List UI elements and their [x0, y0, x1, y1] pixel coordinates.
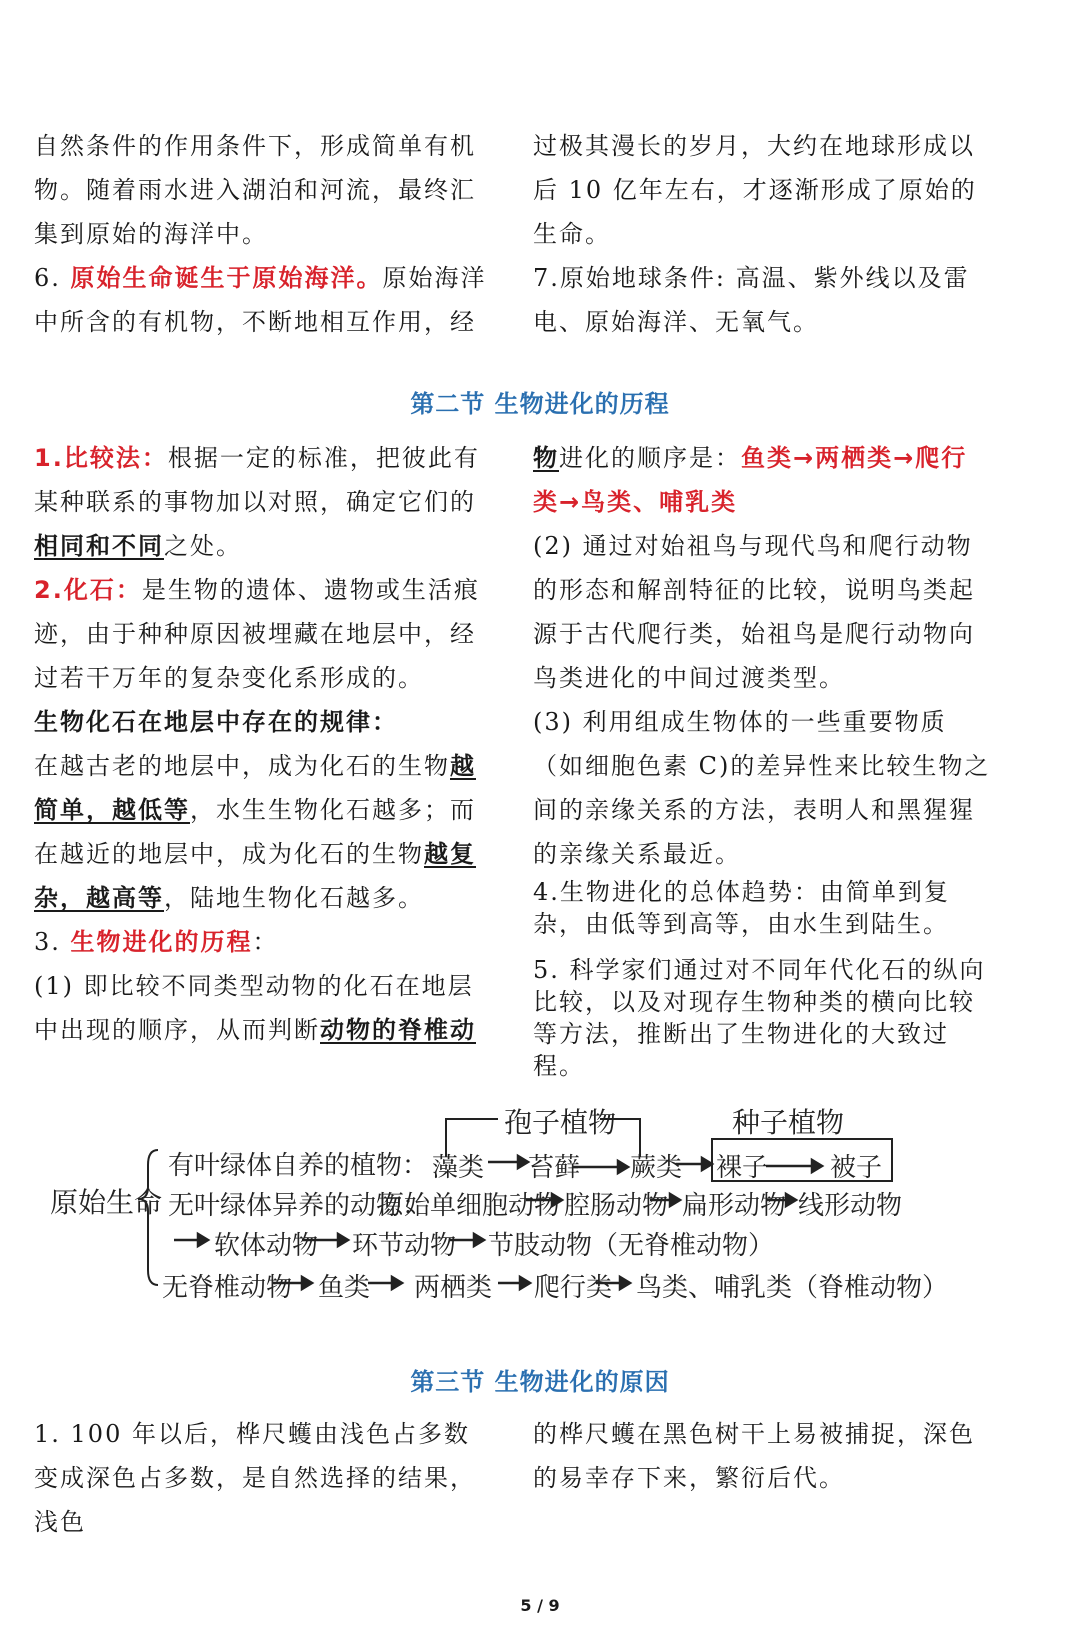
section-heading-3: 第三节 生物进化的原因	[410, 1368, 670, 1396]
arrowhead	[198, 1234, 208, 1246]
node-mollusk: 软体动物	[214, 1231, 319, 1261]
evolution-tree-diagram	[40, 1095, 1040, 1335]
node-fish: 鱼类	[318, 1273, 371, 1303]
fossil-rule	[34, 744, 489, 920]
arrowhead	[702, 1158, 712, 1170]
arrowhead	[620, 1277, 630, 1289]
node-reptile: 爬行类	[534, 1273, 613, 1303]
section2-right-column	[533, 436, 993, 1082]
node-bird-mammal: 鸟类、哺乳类（脊椎动物）	[636, 1273, 949, 1303]
fossil-definition	[34, 568, 489, 700]
node-moss: 苔藓	[528, 1153, 581, 1183]
root-label: 原始生命	[50, 1186, 163, 1219]
punctuation: ：	[252, 928, 279, 956]
paragraph-text: 根据一定的标准，把彼此有某种联系的事物加以对照，确定它们的	[34, 444, 480, 516]
top-left-column	[34, 124, 489, 344]
underlined-text: 动物的脊椎动	[320, 1015, 476, 1044]
highlight-text: 生物进化的历程	[70, 928, 253, 956]
arrowhead	[520, 1277, 530, 1289]
rule-heading: 生物化石在地层中存在的规律：	[34, 708, 398, 736]
node-protozoa: 原始单细胞动物	[378, 1191, 561, 1221]
paragraph-text: ，水生生物化石越多；而在越近的地层中，成为化石的生物	[34, 796, 476, 868]
node-invertebrate: 无脊椎动物	[162, 1273, 293, 1303]
arrowhead	[474, 1234, 484, 1246]
plant-branch-label: 有叶绿体自养的植物：	[168, 1151, 429, 1181]
paragraph-text: 原始海洋中所含的有机物，不断地相互作用，经	[34, 264, 487, 336]
section-heading-2: 第二节 生物进化的历程	[410, 390, 670, 418]
arrowhead	[392, 1277, 402, 1289]
arrowhead	[786, 1194, 796, 1206]
section3-right-column	[533, 1412, 993, 1500]
highlight-text: 原始生命诞生于原始海洋。	[70, 264, 383, 292]
underlined-text: 越复杂，越高等	[34, 839, 476, 912]
point-3: (3) 利用组成生物体的一些重要物质（如细胞色素 C)的差异性来比较生物之间的亲缘关系的方法，表明人和黑猩猩的亲缘关系最近。	[533, 708, 991, 868]
point-4: 4.生物进化的总体趋势：由简单到复杂，由低等到高等，由水生到陆生。	[533, 878, 950, 938]
paragraph-text: 之处。	[164, 532, 242, 560]
node-algae: 藻类	[432, 1153, 485, 1183]
node-fern: 蕨类	[630, 1153, 683, 1183]
point-1	[34, 964, 489, 1052]
arrowhead	[518, 1156, 528, 1168]
paragraph: 1. 100 年以后，桦尺蠖由浅色占多数变成深色占多数，是自然选择的结果，浅色	[34, 1420, 476, 1536]
evolution-course-heading	[34, 920, 489, 964]
paragraph: 过极其漫长的岁月，大约在地球形成以后 10 亿年左右，才逐渐形成了原始的生命。	[533, 132, 977, 248]
term-label: 1.比较法：	[34, 444, 168, 472]
node-cnidaria: 腔肠动物	[564, 1191, 669, 1221]
node-roundworm: 线形动物	[798, 1191, 903, 1221]
arrowhead	[338, 1234, 348, 1246]
arrowhead	[812, 1160, 822, 1172]
point-2: (2) 通过对始祖鸟与现代鸟和爬行动物的形态和解剖特征的比较，说明鸟类起源于古代爬行类，始祖鸟是爬行动物向鸟类进化的中间过渡类型。	[533, 532, 975, 692]
paragraph-text: 进化的顺序是：	[559, 444, 741, 472]
paragraph: 自然条件的作用条件下，形成简单有机物。随着雨水进入湖泊和河流，最终汇集到原始的海洋中。	[34, 132, 476, 248]
term-label: 2.化石：	[34, 576, 142, 604]
paragraph-7: 7.原始地球条件: 高温、紫外线以及雷电、原始海洋、无氧气。	[533, 264, 970, 336]
comparison-method	[34, 436, 489, 568]
top-right-column	[533, 124, 993, 344]
underlined-text: 相同和不同	[34, 531, 164, 560]
item-number: 3.	[34, 928, 61, 956]
page-number: 5 / 9	[520, 1596, 560, 1615]
node-annelid: 环节动物	[352, 1231, 457, 1261]
paragraph-text: (1) 即比较不同类型动物的化石在地层中出现的顺序，从而判断	[34, 972, 474, 1044]
underlined-text: 物	[533, 443, 559, 472]
section2-left-column	[34, 436, 489, 1052]
highlight-text: 鱼类→两栖类→爬行类→鸟类、哺乳类	[533, 444, 968, 516]
section3-left-column	[34, 1412, 489, 1544]
animal-branch-label: 无叶绿体异养的动物：	[168, 1191, 429, 1221]
node-amphibian: 两栖类	[414, 1273, 493, 1303]
seed-plants-label: 种子植物	[732, 1106, 845, 1139]
node-arthropod: 节肢动物（无脊椎动物）	[488, 1231, 775, 1261]
arrowhead	[670, 1194, 680, 1206]
node-flatworm: 扁形动物	[682, 1191, 787, 1221]
paragraph-6	[34, 256, 489, 344]
node-angiosperm: 被子	[830, 1153, 883, 1183]
node-gymnosperm: 裸子	[716, 1153, 769, 1183]
paragraph-text: 是生物的遗体、遗物或生活痕迹，由于种种原因被埋藏在地层中，经过若干万年的复杂变化系形成的。	[34, 576, 480, 692]
vertebrate-order	[533, 436, 993, 524]
point-5: 5. 科学家们通过对不同年代化石的纵向比较，以及对现存生物种类的横向比较等方法，推断出了生物进化的大致过程。	[533, 956, 986, 1080]
spore-plants-label: 孢子植物	[504, 1106, 617, 1139]
arrowhead	[302, 1277, 312, 1289]
paragraph-text: ，陆地生物化石越多。	[164, 884, 424, 912]
arrowhead	[618, 1161, 628, 1173]
underlined-text: 越简单，越低等	[34, 751, 476, 824]
paragraph: 的桦尺蠖在黑色树干上易被捕捉，深色的易幸存下来，繁衍后代。	[533, 1420, 975, 1492]
paragraph-text: 在越古老的地层中，成为化石的生物	[34, 752, 450, 780]
item-number: 6.	[34, 264, 61, 292]
